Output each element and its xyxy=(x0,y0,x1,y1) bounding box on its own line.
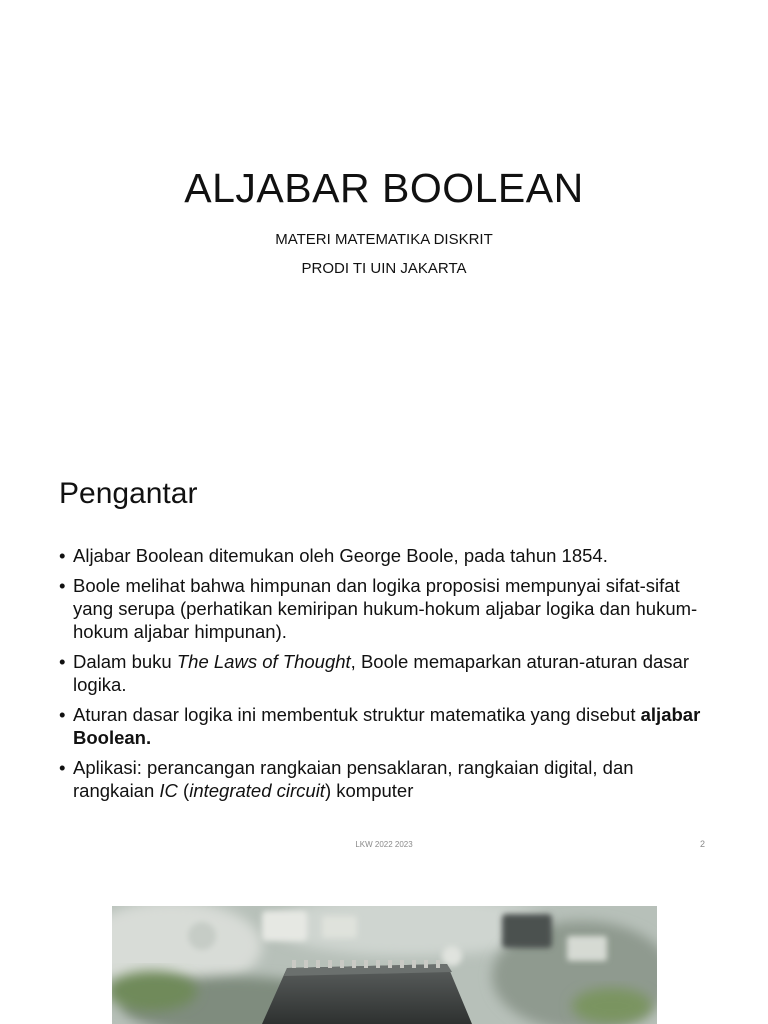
bullet-text: ) komputer xyxy=(324,780,414,801)
intro-slide xyxy=(0,440,768,880)
bullet-list xyxy=(59,544,719,809)
image-slide xyxy=(0,880,768,1024)
slide-subtitle-program: PRODI TI UIN JAKARTA xyxy=(301,260,467,277)
bullet-dot-icon: • xyxy=(59,545,66,566)
italic-term: integrated circuit xyxy=(189,780,325,801)
book-title: The Laws of Thought xyxy=(176,651,351,672)
title-slide xyxy=(0,0,768,440)
italic-term: IC xyxy=(159,780,178,801)
bullet-dot-icon: • xyxy=(59,651,66,672)
slide-footer: LKW 2022 2023 xyxy=(355,840,413,849)
slide-subtitle-course: MATERI MATEMATIKA DISKRIT xyxy=(275,231,493,248)
bullet-text: Aljabar Boolean ditemukan oleh George Boole, pada tahun 1854. xyxy=(73,545,608,566)
bullet-item xyxy=(59,544,719,567)
bullet-text: Dalam buku xyxy=(73,651,177,672)
bullet-dot-icon: • xyxy=(59,575,66,596)
section-title: Pengantar xyxy=(59,477,198,510)
bullet-text: ( xyxy=(177,780,190,801)
bullet-item xyxy=(59,650,719,696)
bullet-text: Aturan dasar logika ini membentuk struktur matematika yang disebut xyxy=(73,704,641,725)
bullet-item xyxy=(59,703,719,749)
circuit-board-photo xyxy=(112,906,657,1024)
bullet-dot-icon: • xyxy=(59,704,66,725)
bullet-text: , Boole memaparkan aturan-aturan dasar logika. xyxy=(73,651,690,695)
bullet-text: Boole melihat bahwa himpunan dan logika proposisi mempunyai sifat-sifat yang serupa (perhatikan kemiripan hukum-hokum aljabar logika dan hukum-hokum aljabar himpunan). xyxy=(73,575,698,642)
page-number: 2 xyxy=(700,839,706,849)
bullet-item xyxy=(59,756,719,802)
bullet-dot-icon: • xyxy=(59,757,66,778)
slide-title: ALJABAR BOOLEAN xyxy=(184,165,584,211)
bullet-text: Aplikasi: perancangan rangkaian pensaklaran, rangkaian digital, dan rangkaian xyxy=(73,757,634,801)
bullet-item xyxy=(59,574,719,643)
bold-term: aljabar Boolean. xyxy=(73,704,701,748)
